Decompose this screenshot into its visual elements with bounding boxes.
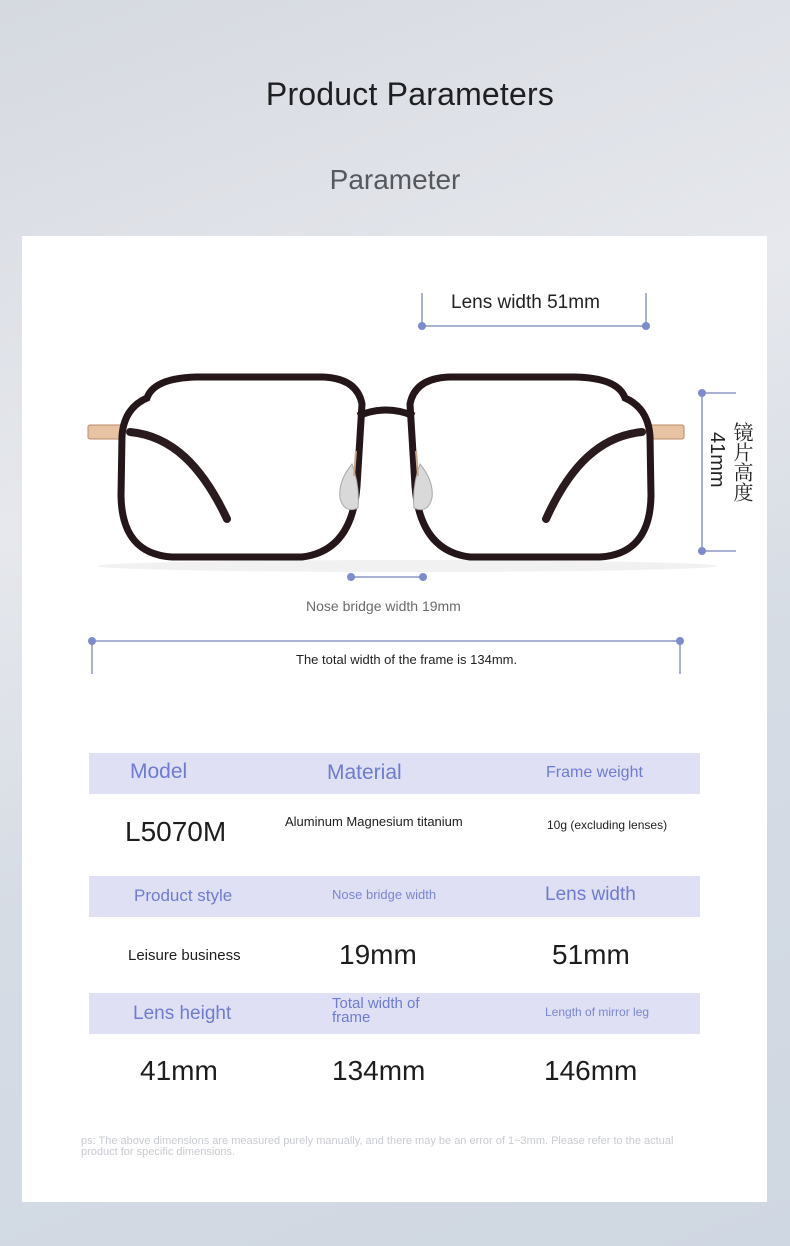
value-material: Aluminum Magnesium titanium	[285, 814, 463, 829]
nose-bridge-label: Nose bridge width 19mm	[306, 598, 461, 614]
right-temple-arm	[546, 432, 642, 519]
value-product-style: Leisure business	[128, 947, 241, 964]
header-lens-width: Lens width	[545, 884, 636, 905]
lens-height-dot-top	[698, 389, 706, 397]
header-frame-weight: Frame weight	[546, 764, 643, 781]
page-title: Product Parameters	[265, 76, 555, 112]
header-mirror-leg-length: Length of mirror leg	[545, 1005, 650, 1019]
left-lens-rim	[121, 377, 362, 557]
lens-height-cn-label: 镜片高度	[730, 422, 752, 502]
parameter-card	[22, 236, 767, 1202]
nose-bridge-dot-right	[419, 573, 427, 581]
glasses-shadow	[97, 560, 717, 572]
header-nose-bridge-width: Nose bridge width	[332, 887, 437, 902]
value-mirror-leg-length: 146mm	[544, 1055, 638, 1086]
lens-width-label: Lens width 51mm	[451, 292, 600, 313]
lens-width-dot-left	[418, 322, 426, 330]
value-nose-bridge-width: 19mm	[339, 939, 417, 970]
page-subtitle: Parameter	[329, 164, 461, 195]
lens-height-value-label: 41mm	[706, 432, 728, 488]
value-total-width: 134mm	[332, 1055, 426, 1086]
total-width-dot-left	[88, 637, 96, 645]
value-lens-height: 41mm	[140, 1055, 218, 1086]
left-temple-arm	[130, 432, 227, 519]
nose-bridge	[358, 410, 414, 416]
value-model: L5070M	[125, 816, 227, 847]
header-total-width: Total width of frame	[332, 995, 420, 1026]
header-material: Material	[327, 761, 402, 784]
right-lens-rim	[410, 377, 651, 557]
value-lens-width: 51mm	[552, 939, 630, 970]
header-product-style: Product style	[134, 886, 233, 905]
value-frame-weight: 10g (excluding lenses)	[547, 818, 668, 832]
total-width-dot-right	[676, 637, 684, 645]
footnote: ps: The above dimensions are measured purely manually, and there may be an error of 1~3mm. Please refer to the actual product for specific dimensions.	[81, 1135, 674, 1158]
lens-width-dot-right	[642, 322, 650, 330]
lens-height-dot-bottom	[698, 547, 706, 555]
header-model: Model	[130, 760, 188, 783]
total-width-label: The total width of the frame is 134mm.	[296, 652, 518, 667]
nose-bridge-dot-left	[347, 573, 355, 581]
header-lens-height: Lens height	[133, 1003, 232, 1024]
